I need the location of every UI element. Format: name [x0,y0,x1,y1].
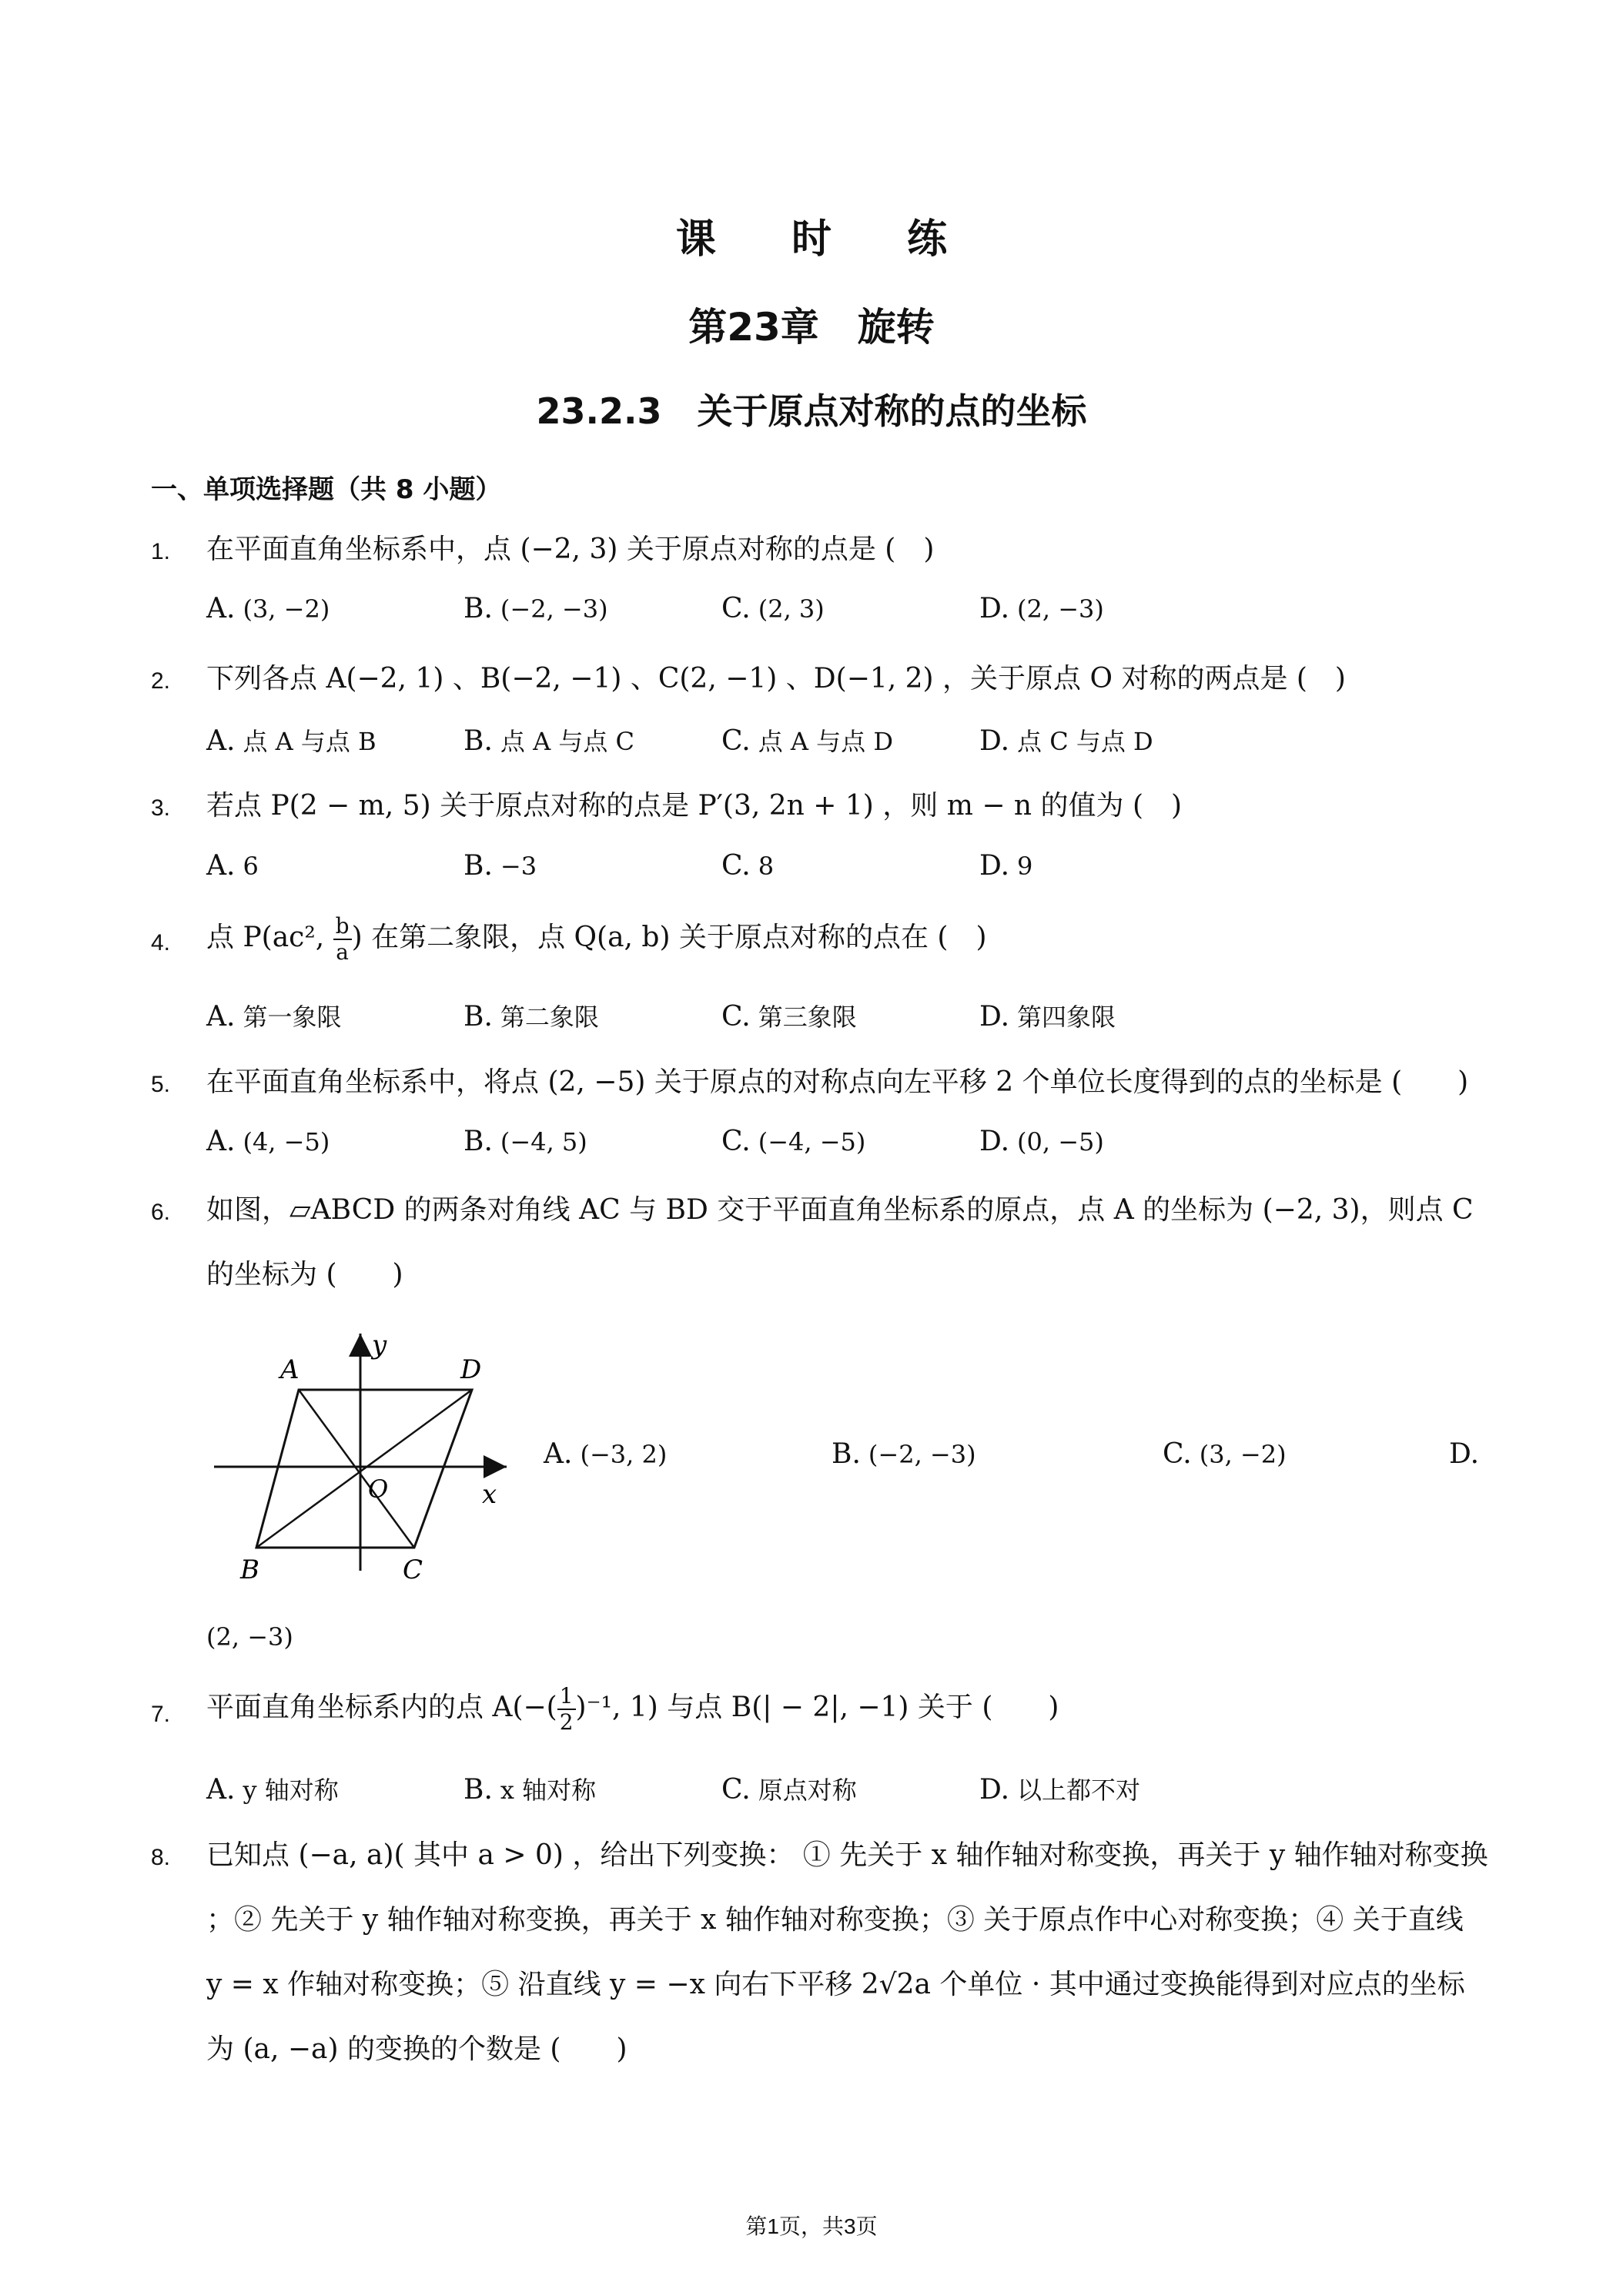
fraction: $\frac{b}{a}$ [333,915,352,963]
question-text: 平面直角坐标系内的点 A(−( $\frac{1}{2}$ )⁻¹, 1) 与点 B(| − 2|, −1) 关于 ( ) [206,1683,1059,1735]
label-a: A [280,1354,300,1385]
option-c: C. (−4, −5) [721,1126,866,1157]
option-a: A. (4, −5) [206,1126,330,1157]
question-number: 2. [151,668,171,694]
fraction: $\frac{1}{2}$ [557,1685,576,1733]
option-d: D. (0, −5) [979,1126,1104,1157]
parallelogram-figure [206,1324,514,1586]
question-text-continued: 的坐标为 ( ) [206,1259,403,1290]
question-text: 点 P(ac², $\frac{b}{a}$ ) 在第二象限，点 Q(a, b) 关于原点对称的点在 ( ) [206,913,987,965]
option-b: B. (−2, −3) [463,593,608,624]
option-b: B. (−2, −3) [832,1438,976,1470]
question-text: 在平面直角坐标系中，点 (−2, 3) 关于原点对称的点是 ( ) [206,534,935,565]
document-title: 课 时 练 [675,216,979,263]
option-b: B. 第二象限 [463,1001,599,1033]
option-a: A. (−3, 2) [544,1438,668,1470]
option-a: A. 第一象限 [206,1001,342,1033]
option-a: A. 6 [206,850,259,882]
option-d-value: (2, −3) [206,1622,293,1652]
option-c: C. 点 A 与点 D [721,725,894,757]
question-text: 下列各点 A(−2, 1) 、B(−2, −1) 、C(2, −1) 、D(−1, 2) ，关于原点 O 对称的两点是 ( ) [206,663,1346,694]
option-a: A. y 轴对称 [206,1774,339,1806]
question-text: 若点 P(2 − m, 5) 关于原点对称的点是 P′(3, 2n + 1) ，则 m − n 的值为 ( ) [206,790,1183,822]
option-c: C. 8 [721,850,775,882]
label-y: y [372,1330,387,1361]
option-d: D. 以上都不对 [979,1774,1141,1806]
label-b: B [240,1555,259,1585]
option-a: A. 点 A 与点 B [206,725,376,757]
question-text-line-1: 已知点 (−a, a)( 其中 a > 0) ，给出下列变换： ① 先关于 x 轴作轴对称变换，再关于 y 轴作轴对称变换 [206,1839,1488,1871]
option-c: C. (3, −2) [1163,1438,1287,1470]
question-text-line-4: 为 (a, −a) 的变换的个数是 ( ) [206,2033,627,2065]
question-number: 4. [151,930,171,956]
diagonal-bd [256,1390,472,1548]
option-d: D. (2, −3) [979,593,1104,624]
question-text-line-3: y = x 作轴对称变换；⑤ 沿直线 y = −x 向右下平移 2√2a 个单位 · 其中通过变换能得到对应点的坐标 [206,1969,1465,2000]
option-c: C. (2, 3) [721,593,825,624]
label-o: O [368,1474,389,1504]
option-d: D. 点 C 与点 D [979,725,1153,757]
question-text: 在平面直角坐标系中，将点 (2, −5) 关于原点的对称点向左平移 2 个单位长度得到的点的坐标是 ( ) [206,1066,1469,1098]
option-d: D. 第四象限 [979,1001,1116,1033]
question-number: 8. [151,1845,171,1870]
page-footer: 第1页，共3页 [745,2214,878,2238]
option-d: D. 9 [979,850,1033,882]
question-number: 3. [151,795,171,821]
label-d: D [460,1354,482,1385]
option-d: D. [1449,1438,1480,1470]
option-b: B. 点 A 与点 C [463,725,635,757]
section-title: 一、单项选择题（共 8 小题） [151,474,502,505]
option-b: B. x 轴对称 [463,1774,597,1806]
diagonal-ac [299,1390,414,1548]
question-number: 1. [151,539,171,564]
label-c: C [403,1555,423,1585]
option-b: B. (−4, 5) [463,1126,587,1157]
option-c: C. 原点对称 [721,1774,857,1806]
chapter-title: 第23章 旋转 [688,305,935,350]
question-number: 5. [151,1072,171,1097]
option-b: B. −3 [463,850,537,882]
option-a: A. (3, −2) [206,593,330,624]
option-c: C. 第三象限 [721,1001,857,1033]
label-x: x [482,1479,497,1510]
lesson-title: 23.2.3 关于原点对称的点的坐标 [536,390,1087,432]
question-number: 7. [151,1702,171,1727]
question-number: 6. [151,1200,171,1225]
question-text: 如图，▱ABCD 的两条对角线 AC 与 BD 交于平面直角坐标系的原点，点 A 的坐标为 (−2, 3)，则点 C [206,1194,1474,1226]
question-text-line-2: ；② 先关于 y 轴作轴对称变换，再关于 x 轴作轴对称变换；③ 关于原点作中心对称变换；④ 关于直线 [206,1904,1464,1936]
